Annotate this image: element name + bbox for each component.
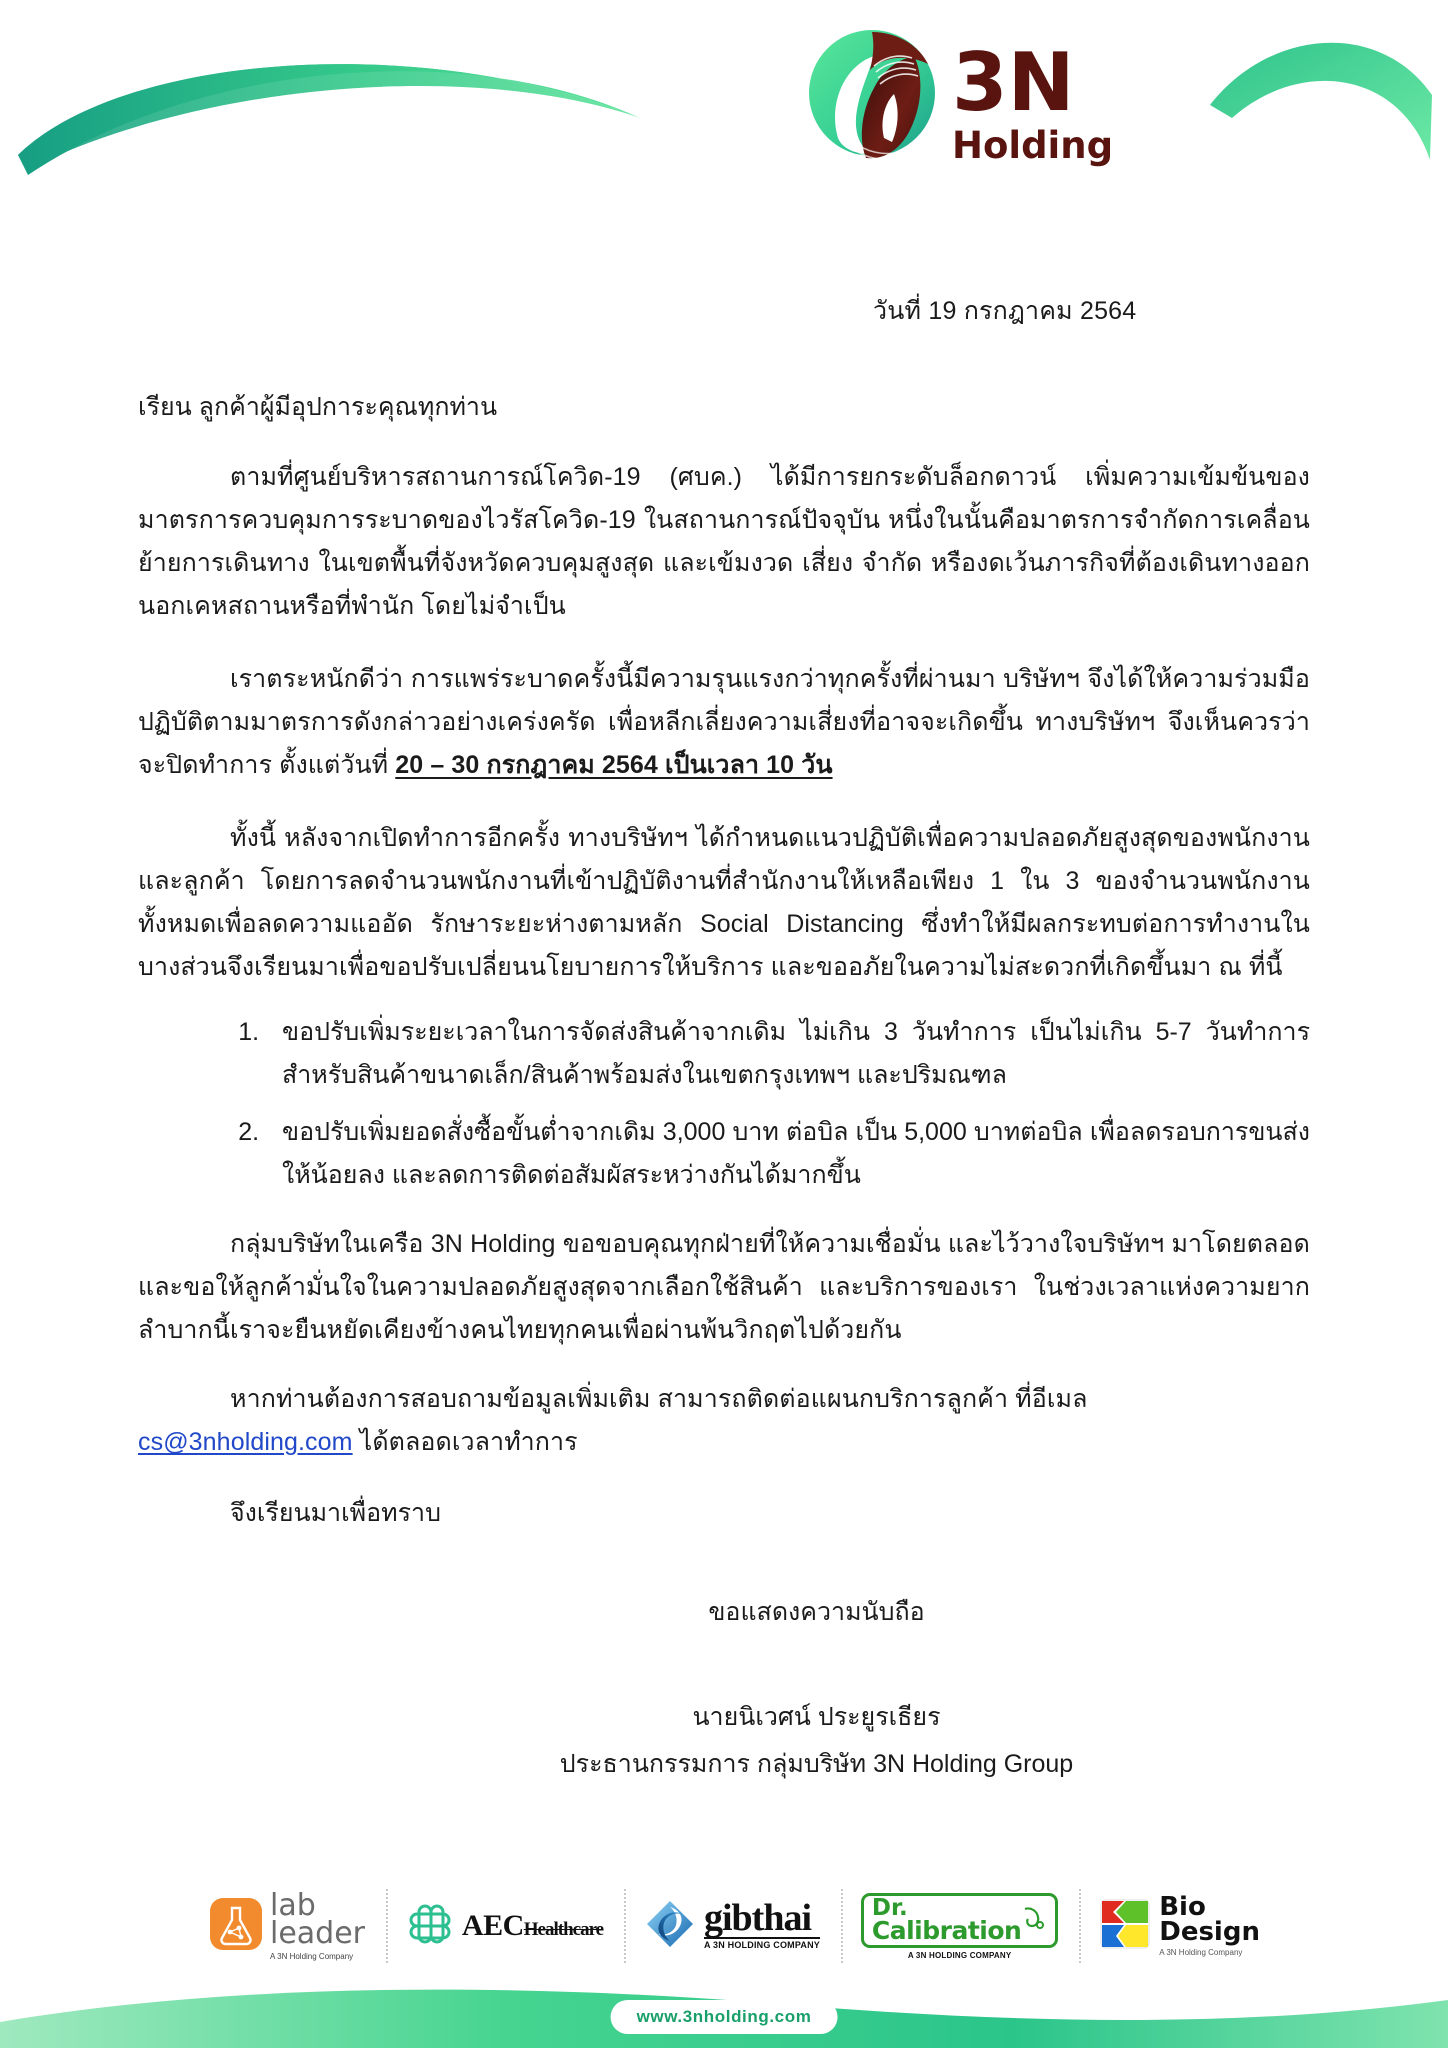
3n-holding-logo-icon bbox=[800, 18, 1140, 193]
paragraph-5-text-b: ได้ตลอดเวลาทำการ bbox=[352, 1428, 578, 1456]
brand-name-line1: lab bbox=[270, 1887, 316, 1923]
letter-body bbox=[0, 215, 1448, 1786]
brand-name-group bbox=[871, 1894, 1022, 1945]
page-footer bbox=[0, 1858, 1448, 2048]
brand-lab-leader-text bbox=[270, 1887, 366, 1961]
brand-tagline: A 3N HOLDING COMPANY bbox=[704, 1937, 820, 1950]
website-url[interactable]: www.3nholding.com bbox=[611, 2000, 838, 2034]
caliper-icon bbox=[1021, 1905, 1047, 1936]
brand-dr-calibration-text bbox=[861, 1893, 1058, 1960]
brand-name bbox=[462, 1909, 603, 1943]
paragraph-4: กลุ่มบริษัทในเครือ 3N Holding ขอขอบคุณทุกฝ่ายที่ให้ความเชื่อมั่น และไว้วางใจบริษัทฯ มาโดยตลอดและขอให้ลูกค้ามั่นใจในความปลอดภัยสูงสุดจากเลือกใช้สินค้า และบริการของเรา ในช่วงเวลาแห่งความยากลำบากนี้เราจะยืนหยัดเคียงข้างคนไทยทุกคนเพื่อผ่านพ้นวิกฤตไปด้วยกัน bbox=[138, 1230, 1310, 1344]
paragraph-5-text-a: หากท่านต้องการสอบถามข้อมูลเพิ่มเติม สามารถติดต่อแผนกบริการลูกค้า ที่อีเมล bbox=[230, 1385, 1088, 1413]
flask-icon bbox=[210, 1898, 262, 1955]
brand-dr-calibration bbox=[841, 1883, 1078, 1969]
paragraph-5 bbox=[138, 1378, 1310, 1464]
signature-block bbox=[138, 1591, 1310, 1786]
paragraph-3: ทั้งนี้ หลังจากเปิดทำการอีกครั้ง ทางบริษัทฯ ได้กำหนดแนวปฏิบัติเพื่อความปลอดภัยสูงสุดของพนักงานและลูกค้า โดยการลดจำนวนพนักงานที่เข้าปฏิบัติงานที่สำนักงานให้เหลือเพียง 1 ใน 3 ของจำนวนพนักงานทั้งหมดเพื่อลดความแออัด รักษาระยะห่างตามหลัก Social Distancing ซึ่งทำให้มีผลกระทบต่อการทำงานในบางส่วนจึงเรียนมาเพื่อขอปรับเปลี่ยนนโยบายการให้บริการ และขออภัยในความไม่สะดวกที่เกิดขึ้นมา ณ ที่นี้ bbox=[138, 824, 1310, 981]
paragraph-1: ตามที่ศูนย์บริหารสถานการณ์โควิด-19 (ศบค.) ได้มีการยกระดับล็อกดาวน์ เพิ่มความเข้มข้นของมาตรการควบคุมการระบาดของไวรัสโควิด-19 ในสถานการณ์ปัจจุบัน หนึ่งในนั้นคือมาตรการจำกัดการเคลื่อนย้ายการเดินทาง ในเขตพื้นที่จังหวัดควบคุมสูงสุด และเข้มงวด เสี่ยง จำกัด หรืองดเว้นภารกิจที่ต้องเดินทางออกนอกเคหสถานหรือที่พำนัก โดยไม่จำเป็น bbox=[138, 463, 1310, 620]
closing-note: จึงเรียนมาเพื่อทราบ bbox=[230, 1499, 441, 1527]
brand-tagline: A 3N Holding Company bbox=[270, 1951, 354, 1961]
support-email-link[interactable]: cs@3nholding.com bbox=[138, 1428, 353, 1456]
brand-bio-design-text bbox=[1159, 1892, 1260, 1957]
brand-name-main: AEC bbox=[461, 1909, 524, 1942]
brand-logo-box bbox=[861, 1893, 1058, 1948]
list-item: 2. ขอปรับเพิ่มยอดสั่งซื้อขั้นต่ำจากเดิม 3,000 บาท ต่อบิล เป็น 5,000 บาทต่อบิล เพื่อลดรอบการขนส่งให้น้อยลง และลดการติดต่อสัมผัสระหว่างกันได้มากขึ้น bbox=[266, 1111, 1310, 1197]
brand-tagline: A 3N HOLDING COMPANY bbox=[907, 1950, 1012, 1960]
logo-text-holding: Holding bbox=[952, 124, 1114, 167]
closure-period-highlight: 20 – 30 กรกฎาคม 2564 เป็นเวลา 10 วัน bbox=[395, 751, 833, 779]
letter-date: วันที่ 19 กรกฎาคม 2564 bbox=[873, 297, 1137, 325]
brand-bio-design bbox=[1079, 1883, 1280, 1969]
brand-aec-healthcare bbox=[386, 1883, 623, 1969]
policy-list bbox=[138, 1011, 1310, 1197]
header-wave-graphic bbox=[0, 0, 1448, 215]
medical-cross-icon bbox=[406, 1900, 454, 1953]
brand-gibthai-text bbox=[703, 1897, 820, 1950]
subsidiary-brand-bar bbox=[190, 1876, 1280, 1976]
brand-name-line2: Design bbox=[1159, 1917, 1260, 1947]
signoff-title: ประธานกรรมการ กลุ่มบริษัท 3N Holding Group bbox=[559, 1750, 1074, 1778]
brand-name: Dr. bbox=[871, 1894, 908, 1921]
logo-text-3n: 3N bbox=[952, 36, 1075, 129]
signoff-respect: ขอแสดงความนับถือ bbox=[708, 1598, 925, 1626]
brand-gibthai bbox=[624, 1883, 840, 1969]
company-logo bbox=[800, 18, 1140, 193]
letter-salutation: เรียน ลูกค้าผู้มีอุปการะคุณทุกท่าน bbox=[138, 392, 498, 421]
paragraph-2-text: เราตระหนักดีว่า การแพร่ระบาดครั้งนี้มีความรุนแรงกว่าทุกครั้งที่ผ่านมา บริษัทฯ จึงได้ให้ความร่วมมือปฏิบัติตามมาตรการดังกล่าวอย่างเคร่งครัด เพื่อหลีกเลี่ยงความเสี่ยงที่อาจจะเกิดขึ้น ทางบริษัทฯ จึงเห็นควรว่าจะปิดทำการ ตั้งแต่วันที่ bbox=[138, 665, 1310, 779]
brand-aec-text bbox=[462, 1909, 603, 1943]
brand-lab-leader bbox=[190, 1883, 385, 1969]
signoff-name: นายนิเวศน์ ประยูรเธียร bbox=[692, 1703, 941, 1731]
paragraph-2 bbox=[138, 658, 1310, 787]
swirl-diamond-icon bbox=[644, 1898, 696, 1955]
brand-name-line1: Bio bbox=[1159, 1892, 1206, 1923]
brand-tagline: A 3N Holding Company bbox=[1159, 1947, 1243, 1957]
brand-name-line2: leader bbox=[270, 1916, 366, 1951]
brand-name-2: Calibration bbox=[871, 1915, 1022, 1945]
list-item: 1. ขอปรับเพิ่มระยะเวลาในการจัดส่งสินค้าจากเดิม ไม่เกิน 3 วันทำการ เป็นไม่เกิน 5-7 วันทำการ สำหรับสินค้าขนาดเล็ก/สินค้าพร้อมส่งในเขตกรุงเทพฯ และปริมณฑล bbox=[266, 1011, 1310, 1097]
brand-name-sub: Healthcare bbox=[523, 1919, 604, 1940]
brand-name: gibthai bbox=[703, 1897, 812, 1940]
color-blocks-icon bbox=[1099, 1898, 1151, 1955]
page-header bbox=[0, 0, 1448, 215]
